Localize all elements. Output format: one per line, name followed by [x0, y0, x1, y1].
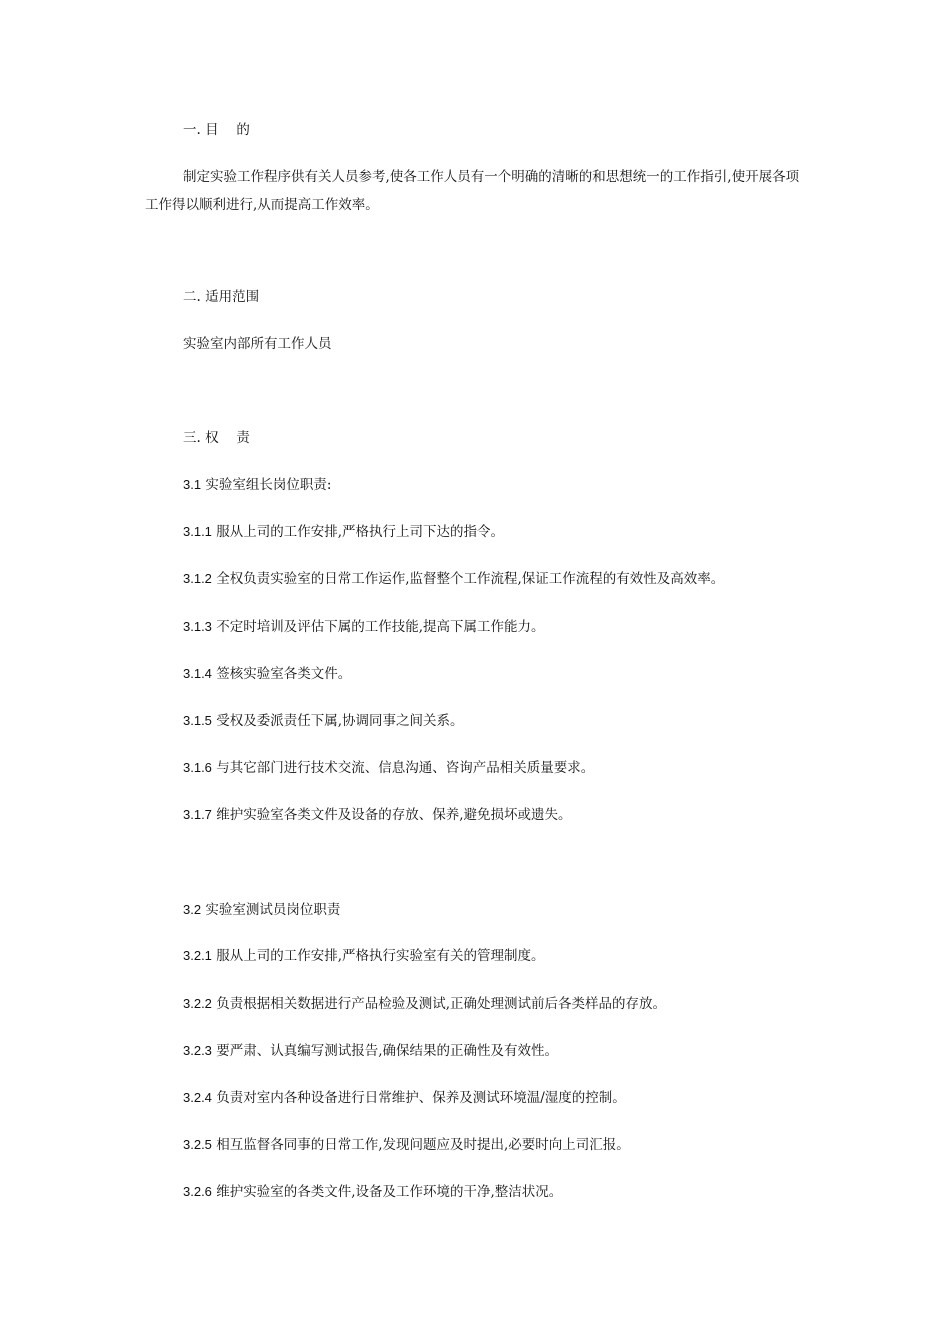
clause-3-1-7 — [183, 805, 572, 825]
clause-text: 负责根据相关数据进行产品检验及测试,正确处理测试前后各类样品的存放。 — [216, 996, 667, 1012]
clause-text: 相互监督各同事的日常工作,发现问题应及时提出,必要时向上司汇报。 — [216, 1137, 630, 1153]
clause-number: 3.1.5 — [183, 713, 212, 728]
clause-text: 受权及委派责任下属,协调同事之间关系。 — [216, 713, 464, 729]
clause-number: 3.1.3 — [183, 619, 212, 634]
clause-number: 3.1.6 — [183, 760, 212, 775]
clause-3-2-6 — [183, 1182, 562, 1202]
section-2-heading: 二. 适用范围 — [183, 289, 260, 305]
clause-3-2-2 — [183, 994, 666, 1014]
clause-text: 与其它部门进行技术交流、信息沟通、咨询产品相关质量要求。 — [216, 760, 595, 776]
clause-number: 3.1 — [183, 477, 202, 492]
clause-3-2-5 — [183, 1135, 630, 1155]
clause-text: 负责对室内各种设备进行日常维护、保养及测试环境温/湿度的控制。 — [216, 1090, 626, 1106]
clause-3-1-6 — [183, 758, 594, 778]
clause-title: 实验室测试员岗位职责 — [205, 902, 341, 918]
clause-number: 3.1.2 — [183, 571, 212, 586]
clause-number: 3.2.2 — [183, 996, 212, 1011]
clause-3-2-4 — [183, 1088, 626, 1108]
clause-text: 维护实验室各类文件及设备的存放、保养,避免损坏或遗失。 — [216, 807, 572, 823]
clause-text: 要严肃、认真编写测试报告,确保结果的正确性及有效性。 — [216, 1043, 559, 1059]
section-2-body: 实验室内部所有工作人员 — [183, 336, 332, 352]
clause-3-1-4 — [183, 664, 351, 684]
clause-3-2-1 — [183, 946, 545, 966]
clause-number: 3.1.1 — [183, 524, 212, 539]
clause-3-1-3 — [183, 617, 545, 637]
clause-number: 3.2.5 — [183, 1137, 212, 1152]
section-1-body: 制定实验工作程序供有关人员参考,使各工作人员有一个明确的清晰的和思想统一的工作指引,使开展各项工作得以顺利进行,从而提高工作效率。 — [145, 169, 800, 213]
clause-3-1-1 — [183, 522, 504, 542]
clause-number: 3.2.3 — [183, 1043, 212, 1058]
clause-text: 维护实验室的各类文件,设备及工作环境的干净,整洁状况。 — [216, 1184, 563, 1200]
section-3-heading: 三. 权 责 — [183, 430, 250, 446]
subsection-3-1-heading — [183, 475, 331, 495]
clause-3-2-3 — [183, 1041, 558, 1061]
clause-3-1-2 — [183, 569, 724, 589]
clause-number: 3.1.4 — [183, 666, 212, 681]
clause-number: 3.2.4 — [183, 1090, 212, 1105]
section-1-heading: 一. 目 的 — [183, 122, 250, 138]
clause-number: 3.2.1 — [183, 948, 212, 963]
clause-3-1-5 — [183, 711, 464, 731]
clause-text: 不定时培训及评估下属的工作技能,提高下属工作能力。 — [216, 619, 545, 635]
clause-text: 签核实验室各类文件。 — [216, 666, 352, 682]
clause-text: 全权负责实验室的日常工作运作,监督整个工作流程,保证工作流程的有效性及高效率。 — [216, 571, 725, 587]
clause-text: 服从上司的工作安排,严格执行实验室有关的管理制度。 — [216, 948, 545, 964]
clause-text: 服从上司的工作安排,严格执行上司下达的指令。 — [216, 524, 505, 540]
clause-title: 实验室组长岗位职责: — [205, 477, 332, 493]
clause-number: 3.2 — [183, 902, 202, 917]
subsection-3-2-heading — [183, 900, 340, 920]
clause-number: 3.1.7 — [183, 807, 212, 822]
clause-number: 3.2.6 — [183, 1184, 212, 1199]
